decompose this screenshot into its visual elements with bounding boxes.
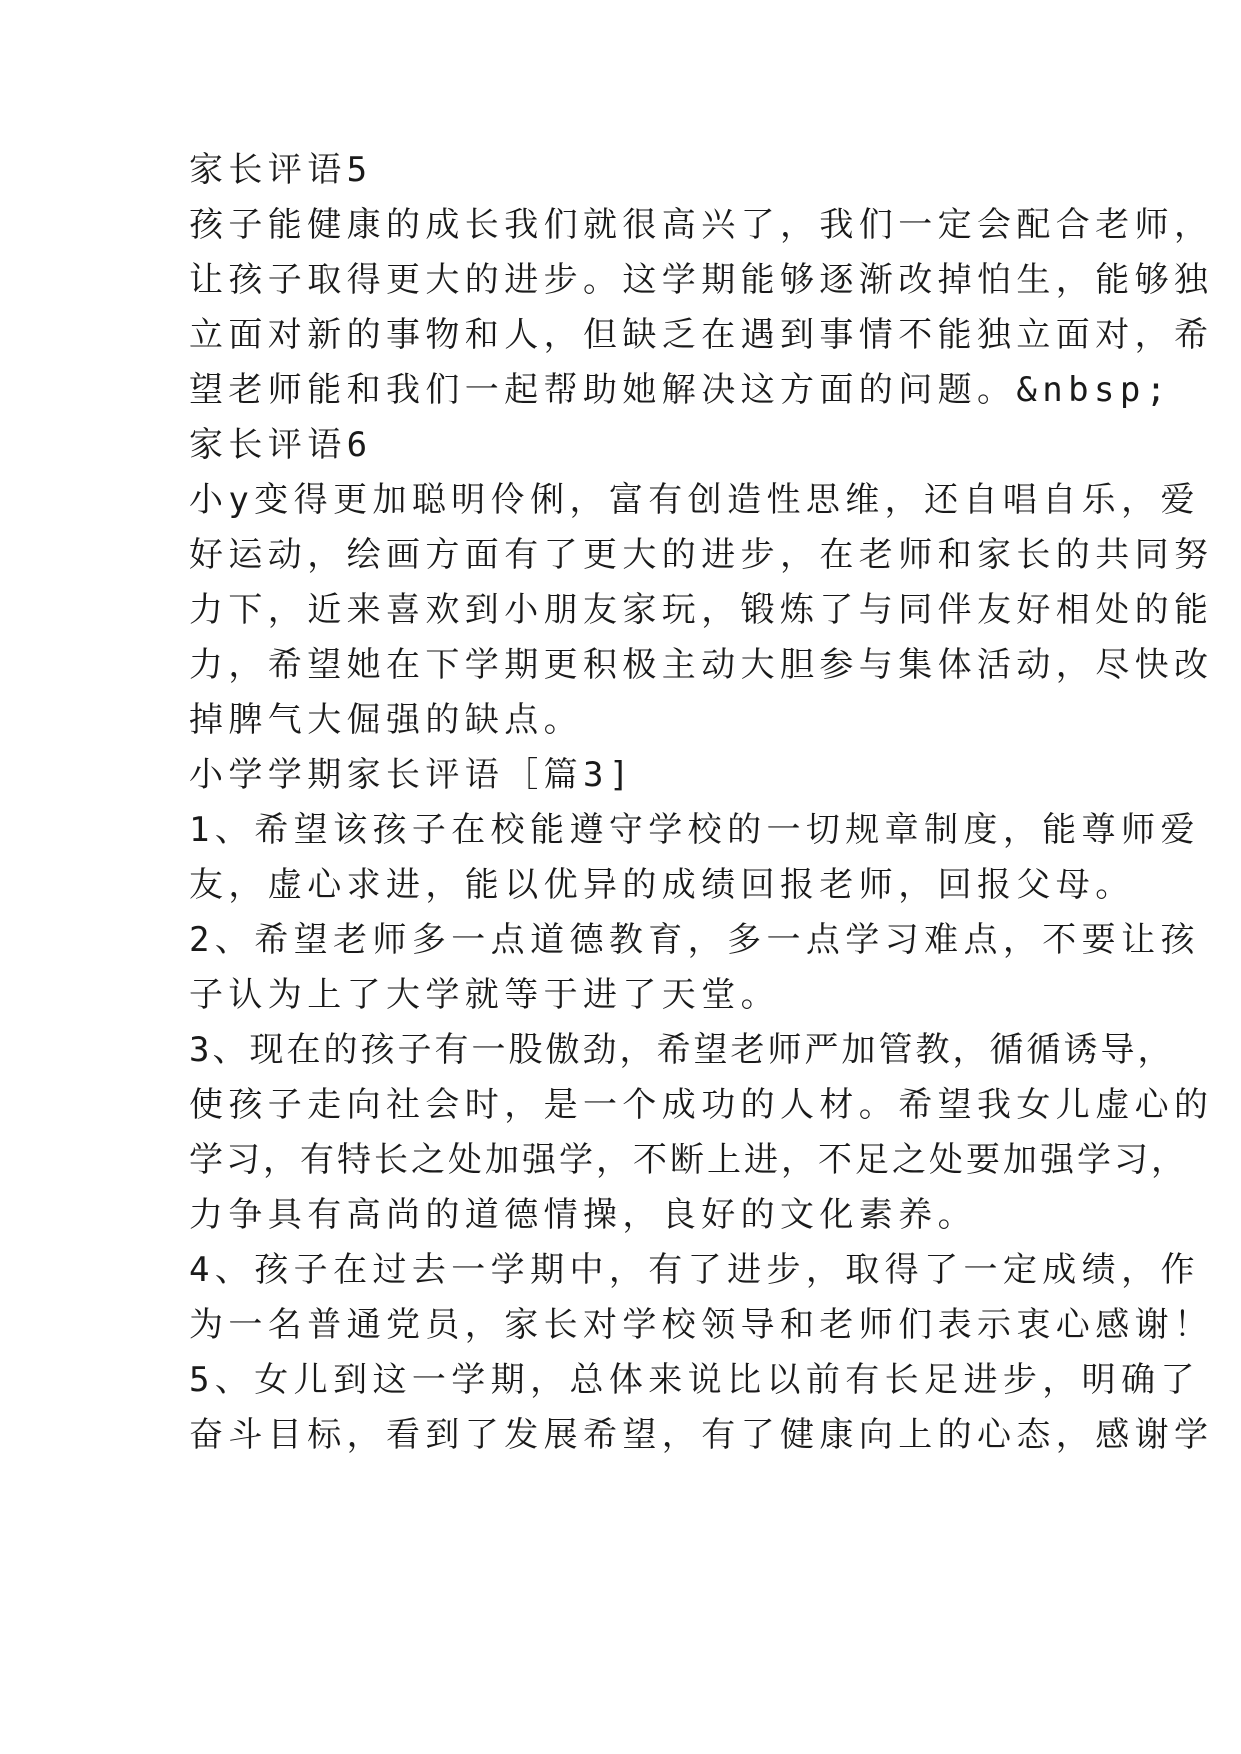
- text-line: 为一名普通党员，家长对学校领导和老师们表示衷心感谢！: [189, 1305, 1214, 1345]
- list-item-4: 4、孩子在过去一学期中，有了进步，取得了一定成绩，作: [189, 1250, 1200, 1290]
- text-line: 让孩子取得更大的进步。这学期能够逐渐改掉怕生，能够独: [189, 260, 1214, 300]
- heading-parent-comment-6: 家长评语6: [189, 425, 373, 465]
- text-line: 掉脾气大倔强的缺点。: [189, 700, 583, 740]
- text-line: 奋斗目标，看到了发展希望，有了健康向上的心态，感谢学: [189, 1415, 1214, 1455]
- text-line: 使孩子走向社会时，是一个成功的人材。希望我女儿虚心的: [189, 1085, 1214, 1125]
- text-line: 力争具有高尚的道德情操，良好的文化素养。: [189, 1195, 977, 1235]
- heading-section-3: 小学学期家长评语［篇3]: [189, 755, 635, 795]
- text-line: 友，虚心求进，能以优异的成绩回报老师，回报父母。: [189, 865, 1135, 905]
- list-item-5: 5、女儿到这一学期，总体来说比以前有长足进步，明确了: [189, 1360, 1200, 1400]
- text-line: 立面对新的事物和人，但缺乏在遇到事情不能独立面对，希: [189, 315, 1214, 355]
- list-item-3: 3、现在的孩子有一股傲劲，希望老师严加管教，循循诱导，: [189, 1030, 1175, 1070]
- text-line: 力下，近来喜欢到小朋友家玩，锻炼了与同伴友好相处的能: [189, 590, 1214, 630]
- list-item-1: 1、希望该孩子在校能遵守学校的一切规章制度，能尊师爱: [189, 810, 1200, 850]
- text-line: 力，希望她在下学期更积极主动大胆参与集体活动，尽快改: [189, 645, 1214, 685]
- text-line: 望老师能和我们一起帮助她解决这方面的问题。&nbsp;: [189, 370, 1172, 410]
- text-line: 子认为上了大学就等于进了天堂。: [189, 975, 780, 1015]
- text-line: 好运动，绘画方面有了更大的进步，在老师和家长的共同努: [189, 535, 1214, 575]
- text-line: 学习，有特长之处加强学，不断上进，不足之处要加强学习，: [189, 1140, 1188, 1180]
- text-line: 孩子能健康的成长我们就很高兴了，我们一定会配合老师，: [189, 205, 1214, 245]
- list-item-2: 2、希望老师多一点道德教育，多一点学习难点，不要让孩: [189, 920, 1200, 960]
- text-line: 小y变得更加聪明伶俐，富有创造性思维，还自唱自乐，爱: [189, 480, 1200, 520]
- heading-parent-comment-5: 家长评语5: [189, 150, 373, 190]
